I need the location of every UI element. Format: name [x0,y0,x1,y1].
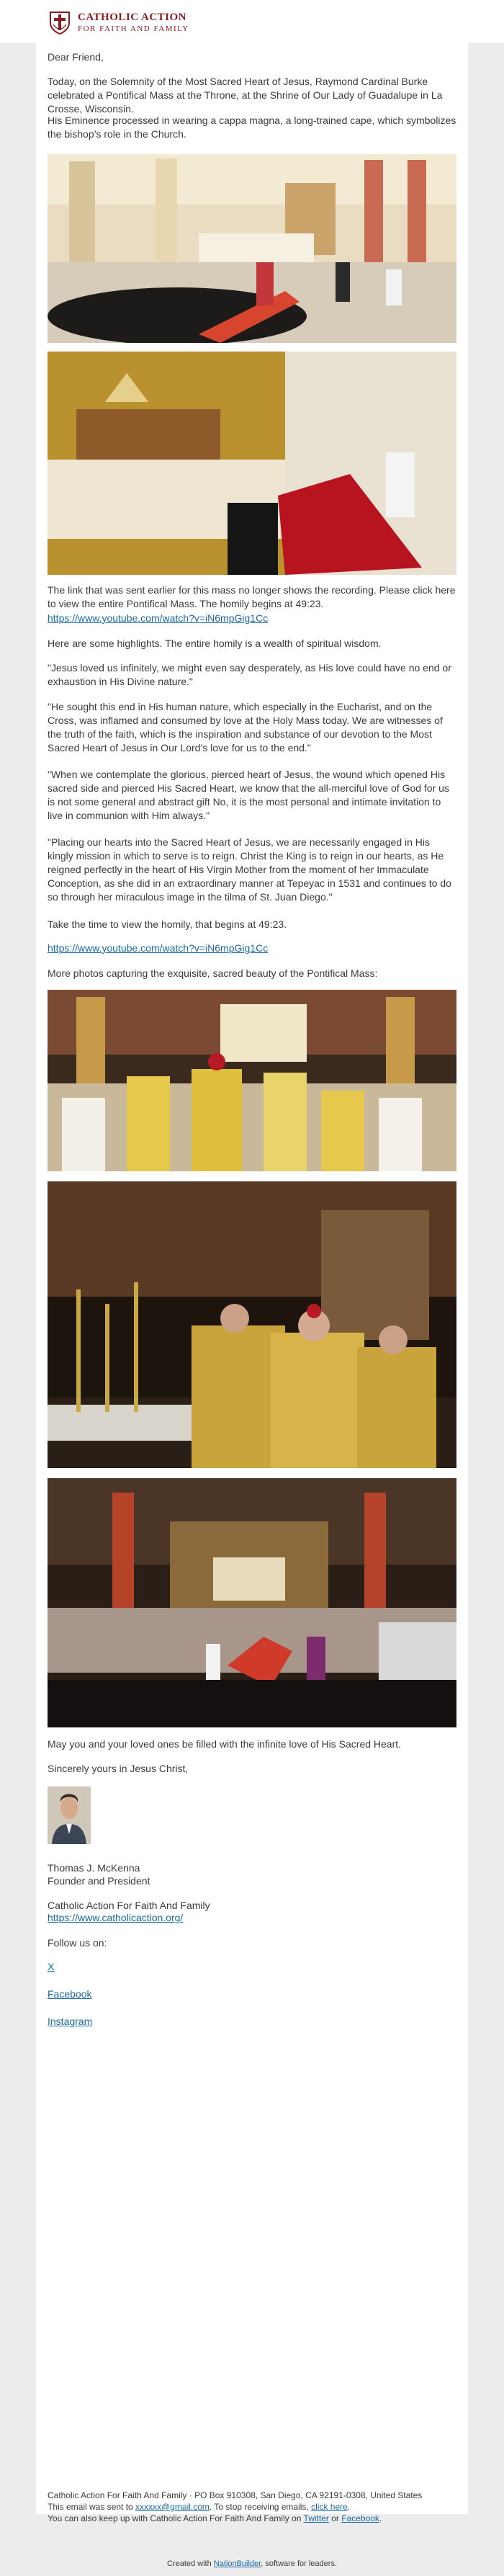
cross-shield-icon [48,10,72,35]
recipient-email-link[interactable]: xxxxxx@gmail.com [135,2502,210,2512]
social-link-instagram[interactable]: Instagram [48,2016,93,2027]
signer-title: Founder and President [48,1875,150,1887]
org-website-link[interactable]: https://www.catholicaction.org/ [48,1912,184,1923]
sign-off: Sincerely yours in Jesus Christ, [48,1763,189,1774]
email-card [36,43,468,2514]
social-link-x[interactable]: X [48,1961,55,1972]
photo-shrine-nave [48,1478,456,1727]
intro-paragraph-2: His Eminence processed in wearing a cappa magna, a long-trained cape, which symbolizes the bishop’s role in the Church. [48,115,456,140]
link-note: The link that was sent earlier for this mass no longer shows the recording. Please click here to view the entire Pontifical Mass. The homily begins at 49:23. [48,584,456,609]
org-name: Catholic Action For Faith And Family [48,1900,210,1911]
unsubscribe-link[interactable]: click here [311,2502,348,2512]
photo-clergy-vestments [48,990,456,1171]
intro-paragraph-1: Today, on the Solemnity of the Most Sacred Heart of Jesus, Raymond Cardinal Burke celebrated a Pontifical Mass at the Throne, at the Shrine of Our Lady of Guadalupe in La Crosse, Wisconsin. [48,76,443,115]
closing-blessing: May you and your loved ones be filled with the infinite love of His Sacred Heart. [48,1738,402,1750]
photo-altar [48,352,456,575]
photo-procession [48,154,456,343]
highlights-intro: Here are some highlights. The entire homily is a wealth of spiritual wisdom. [48,638,382,649]
email-header [0,0,504,43]
avatar [48,1786,91,1844]
footer-keep-up-line: You can also keep up with Catholic Action For Faith And Family on Twitter or Facebook. [48,2513,382,2523]
brand-logo[interactable] [48,10,189,35]
greeting: Dear Friend, [48,51,104,63]
photo-cardinal-ministers [48,1181,456,1468]
homily-quote-4: "Placing our hearts into the Sacred Heart of Jesus, we are necessarily engaged in His kingly mission in which to serve is to reign. Christ the King is to reign in our hearts, as He reigned perfectly in the heart of His Virgin Mother from the moment of her Immaculate Conception, as she did in an extraordinary manner at Tepeyac in 1531 and continues to do so through her miraculous image in the tilma of St. Juan Diego." [48,836,451,903]
footer-sent-line: This email was sent to xxxxxx@gmail.com. To stop receiving emails, click here. [48,2502,351,2512]
brand-tagline: FOR FAITH AND FAMILY [78,24,189,33]
footer-twitter-link[interactable]: Twitter [303,2513,329,2523]
social-link-facebook[interactable]: Facebook [48,1988,92,2000]
homily-quote-2: "He sought this end in His human nature, which especially in the Eucharist, and on the Cross, was inflamed and consumed by love at the Holy Mass today. We are witnesses of the truth of the faith, which is the inspiration and substance of our devotion to the Most Sacred Heart of Jesus in Our Lord’s love for us to the end." [48,701,443,753]
follow-label: Follow us on: [48,1937,107,1949]
homily-note: Take the time to view the homily, that begins at 49:23. [48,918,287,930]
signer-name: Thomas J. McKenna [48,1862,140,1874]
email-footer [48,2490,458,2524]
video-link-2[interactable]: https://www.youtube.com/watch?v=iN6mpGig1Cc [48,942,269,954]
footer-address: Catholic Action For Faith And Family · PO Box 910308, San Diego, CA 92191-0308, United States [48,2490,423,2500]
footer-credit: Created with NationBuilder, software for leaders. [166,2559,338,2568]
more-photos-intro: More photos capturing the exquisite, sacred beauty of the Pontifical Mass: [48,967,378,979]
homily-quote-3: "When we contemplate the glorious, pierced heart of Jesus, the wound which opened His sacred side and pierced His Sacred Heart, we know that the all-merciful love of God for us is not some general and abstract gift No, it is the most personal and intimate invitation to live in communion with Him always." [48,769,449,821]
homily-quote-1: "Jesus loved us infinitely, we might even say desperately, as His love could have no end or exhaustion in His Divine nature." [48,662,451,687]
brand-name: CATHOLIC ACTION [78,11,186,23]
footer-facebook-link[interactable]: Facebook [341,2513,379,2523]
video-link-1[interactable]: https://www.youtube.com/watch?v=iN6mpGig1Cc [48,612,269,624]
nationbuilder-link[interactable]: NationBuilder [213,2559,261,2568]
